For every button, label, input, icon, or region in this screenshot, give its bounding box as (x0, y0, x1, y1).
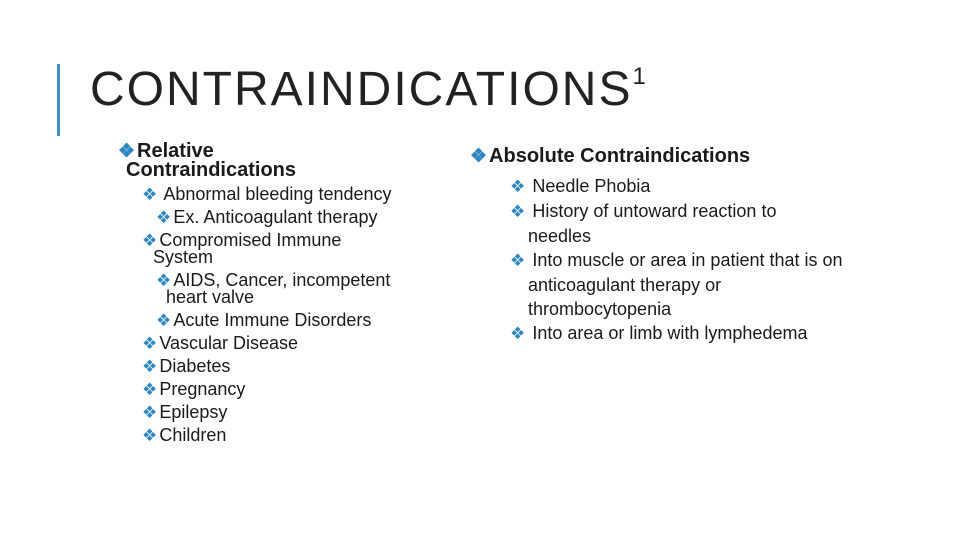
list-item: ❖ Children (142, 425, 227, 445)
diamond-bullet-icon: ❖ (142, 231, 158, 250)
diamond-bullet-icon: ❖ (156, 271, 172, 290)
diamond-bullet-icon: ❖ (156, 311, 172, 330)
list-item: ❖ Compromised Immune (142, 230, 342, 250)
title-footnote-marker: 1 (632, 63, 646, 90)
diamond-bullet-icon: ❖ (142, 185, 158, 204)
list-item: ❖ Needle Phobia (510, 176, 651, 196)
list-item: ❖ Pregnancy (142, 379, 246, 399)
absolute-contraindications-column (470, 147, 890, 346)
diamond-bullet-icon: ❖ (142, 403, 158, 422)
slide-title: CONTRAINDICATIONS$^1$ (90, 63, 646, 116)
diamond-bullet-icon: ❖ (142, 357, 158, 376)
diamond-bullet-icon: ❖ (142, 380, 158, 399)
list-item: ❖ Into area or limb with lymphedema (510, 323, 808, 343)
list-item: ❖ Ex. Anticoagulant therapy (156, 207, 378, 227)
list-item: ❖ Acute Immune Disorders (156, 310, 372, 330)
list-item: ❖ History of untoward reaction to needles (510, 201, 777, 246)
diamond-bullet-icon: ❖ (118, 141, 136, 162)
diamond-bullet-icon: ❖ (142, 426, 158, 445)
list-item-continuation: System (153, 247, 214, 267)
relative-heading: ❖ Relative Contraindications (118, 140, 297, 181)
list-item: ❖ Into muscle or area in patient that is on anticoagulant therapy or thrombocytopenia (510, 250, 843, 319)
diamond-bullet-icon: ❖ (156, 208, 172, 227)
list-item: ❖ AIDS, Cancer, incompetent (156, 270, 391, 290)
title-accent-bar (57, 64, 60, 136)
diamond-bullet-icon: ❖ (510, 324, 526, 343)
relative-contraindications-column (118, 142, 448, 450)
diamond-bullet-icon: ❖ (510, 177, 526, 196)
diamond-bullet-icon: ❖ (470, 146, 488, 167)
list-item: ❖ Vascular Disease (142, 333, 299, 353)
list-item: ❖ Diabetes (142, 356, 231, 376)
list-item: ❖ Abnormal bleeding tendency (142, 184, 392, 204)
diamond-bullet-icon: ❖ (142, 334, 158, 353)
diamond-bullet-icon: ❖ (510, 202, 526, 221)
diamond-bullet-icon: ❖ (510, 251, 526, 270)
list-item-continuation: heart valve (166, 287, 255, 307)
list-item: ❖ Epilepsy (142, 402, 228, 422)
absolute-heading: ❖ Absolute Contraindications (470, 145, 751, 167)
